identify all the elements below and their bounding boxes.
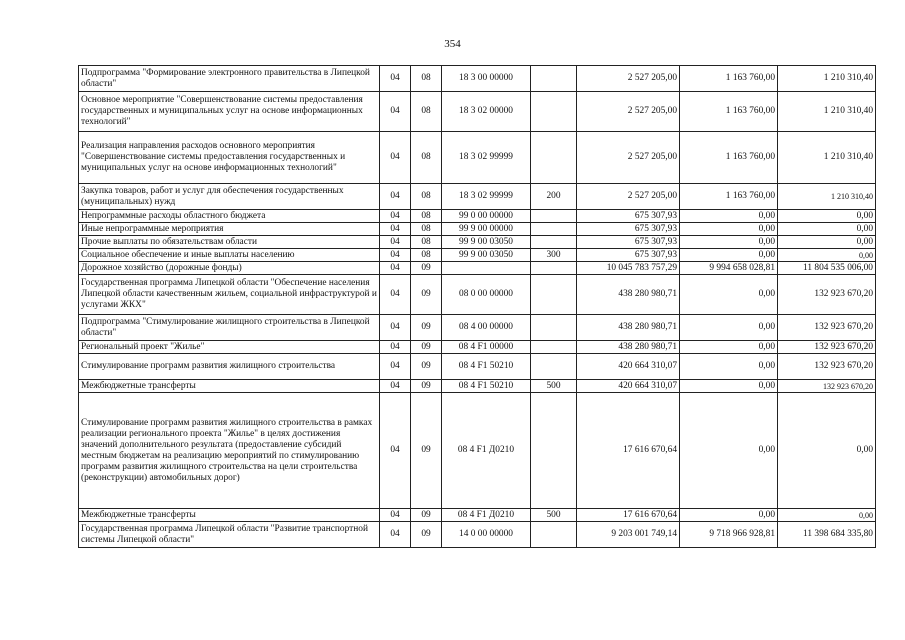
amount-year-3: 132 923 670,20 — [778, 341, 876, 354]
amount-year-1: 2 527 205,00 — [577, 66, 680, 92]
amount-year-3: 132 923 670,20 — [778, 354, 876, 380]
amount-year-3: 11 804 535 006,00 — [778, 262, 876, 275]
expense-type-code: 200 — [531, 184, 577, 210]
target-article-code: 18 3 00 00000 — [442, 66, 531, 92]
amount-year-2: 0,00 — [680, 249, 778, 262]
amount-year-3: 1 210 310,40 — [778, 132, 876, 184]
row-name: Стимулирование программ развития жилищного строительства в рамках реализации регионального проекта "Жилье" в целях достижения значений дополнительного результата (предоставление субсидий местным бюджетам на реализацию мероприятий по стимулированию программ развития жилищного строительства на цели строительства (реконструкции) автомобильных дорог) — [79, 393, 380, 509]
section-code: 04 — [380, 393, 411, 509]
subsection-code: 08 — [411, 223, 442, 236]
amount-year-2: 0,00 — [680, 509, 778, 522]
table-row — [79, 315, 876, 341]
row-name: Подпрограмма "Формирование электронного правительства в Липецкой области" — [79, 66, 380, 92]
row-name: Региональный проект "Жилье" — [79, 341, 380, 354]
row-name: Межбюджетные трансферты — [79, 509, 380, 522]
row-name: Закупка товаров, работ и услуг для обеспечения государственных (муниципальных) нужд — [79, 184, 380, 210]
row-name: Прочие выплаты по обязательствам области — [79, 236, 380, 249]
section-code: 04 — [380, 92, 411, 132]
amount-year-2: 9 994 658 028,81 — [680, 262, 778, 275]
page-number: 354 — [444, 38, 461, 50]
row-name: Межбюджетные трансферты — [79, 380, 380, 393]
subsection-code: 08 — [411, 249, 442, 262]
amount-year-1: 420 664 310,07 — [577, 380, 680, 393]
section-code: 04 — [380, 66, 411, 92]
amount-year-1: 675 307,93 — [577, 236, 680, 249]
subsection-code: 08 — [411, 184, 442, 210]
expense-type-code — [531, 92, 577, 132]
subsection-code: 09 — [411, 509, 442, 522]
amount-year-3: 0,00 — [778, 223, 876, 236]
expense-type-code — [531, 275, 577, 315]
target-article-code — [442, 262, 531, 275]
table-row — [79, 249, 876, 262]
amount-year-1: 17 616 670,64 — [577, 393, 680, 509]
subsection-code: 08 — [411, 66, 442, 92]
subsection-code: 08 — [411, 92, 442, 132]
table-row — [79, 184, 876, 210]
row-name: Государственная программа Липецкой области "Развитие транспортной системы Липецкой области" — [79, 522, 380, 548]
amount-year-3: 0,00 — [778, 393, 876, 509]
amount-year-1: 675 307,93 — [577, 210, 680, 223]
amount-year-3: 1 210 310,40 — [778, 66, 876, 92]
table-row — [79, 341, 876, 354]
amount-year-1: 675 307,93 — [577, 223, 680, 236]
table-row — [79, 522, 876, 548]
amount-year-2: 0,00 — [680, 223, 778, 236]
subsection-code: 09 — [411, 393, 442, 509]
expense-type-code — [531, 393, 577, 509]
row-name: Иные непрограммные мероприятия — [79, 223, 380, 236]
section-code: 04 — [380, 236, 411, 249]
expense-type-code: 300 — [531, 249, 577, 262]
section-code: 04 — [380, 210, 411, 223]
target-article-code: 08 4 F1 50210 — [442, 354, 531, 380]
expense-type-code — [531, 132, 577, 184]
amount-year-3: 132 923 670,20 — [778, 275, 876, 315]
amount-year-1: 2 527 205,00 — [577, 92, 680, 132]
section-code: 04 — [380, 184, 411, 210]
subsection-code: 08 — [411, 210, 442, 223]
target-article-code: 08 4 F1 00000 — [442, 341, 531, 354]
target-article-code: 14 0 00 00000 — [442, 522, 531, 548]
amount-year-2: 0,00 — [680, 380, 778, 393]
row-name: Подпрограмма "Стимулирование жилищного строительства в Липецкой области" — [79, 315, 380, 341]
table-row — [79, 380, 876, 393]
section-code: 04 — [380, 354, 411, 380]
amount-year-3: 0,00 — [778, 509, 876, 522]
amount-year-2: 9 718 966 928,81 — [680, 522, 778, 548]
amount-year-2: 1 163 760,00 — [680, 66, 778, 92]
row-name: Государственная программа Липецкой области "Обеспечение населения Липецкой области качественным жильем, социальной инфраструктурой и услугами ЖКХ" — [79, 275, 380, 315]
row-name: Непрограммные расходы областного бюджета — [79, 210, 380, 223]
section-code: 04 — [380, 249, 411, 262]
expense-type-code — [531, 341, 577, 354]
budget-table — [78, 65, 876, 548]
subsection-code: 09 — [411, 315, 442, 341]
amount-year-2: 0,00 — [680, 393, 778, 509]
table-row — [79, 132, 876, 184]
expense-type-code: 500 — [531, 509, 577, 522]
amount-year-1: 438 280 980,71 — [577, 341, 680, 354]
table-row — [79, 66, 876, 92]
table-row — [79, 354, 876, 380]
row-name: Реализация направления расходов основного мероприятия "Совершенствование системы предоставления государственных и муниципальных услуг на основе информационных технологий" — [79, 132, 380, 184]
table-row — [79, 92, 876, 132]
section-code: 04 — [380, 262, 411, 275]
target-article-code: 08 4 F1 50210 — [442, 380, 531, 393]
section-code: 04 — [380, 341, 411, 354]
subsection-code: 09 — [411, 262, 442, 275]
target-article-code: 99 9 00 03050 — [442, 236, 531, 249]
expense-type-code — [531, 262, 577, 275]
amount-year-3: 132 923 670,20 — [778, 315, 876, 341]
amount-year-3: 1 210 310,40 — [778, 184, 876, 210]
amount-year-2: 0,00 — [680, 210, 778, 223]
amount-year-3: 132 923 670,20 — [778, 380, 876, 393]
amount-year-2: 0,00 — [680, 275, 778, 315]
row-name: Социальное обеспечение и иные выплаты населению — [79, 249, 380, 262]
row-name: Основное мероприятие "Совершенствование системы предоставления государственных и муниципальных услуг на основе информационных технологий" — [79, 92, 380, 132]
amount-year-1: 438 280 980,71 — [577, 315, 680, 341]
expense-type-code — [531, 210, 577, 223]
row-name: Стимулирование программ развития жилищного строительства — [79, 354, 380, 380]
section-code: 04 — [380, 223, 411, 236]
amount-year-2: 0,00 — [680, 354, 778, 380]
target-article-code: 99 0 00 00000 — [442, 210, 531, 223]
subsection-code: 09 — [411, 354, 442, 380]
subsection-code: 08 — [411, 132, 442, 184]
table-row — [79, 509, 876, 522]
subsection-code: 09 — [411, 275, 442, 315]
amount-year-1: 2 527 205,00 — [577, 184, 680, 210]
amount-year-1: 438 280 980,71 — [577, 275, 680, 315]
expense-type-code — [531, 354, 577, 380]
target-article-code: 18 3 02 99999 — [442, 132, 531, 184]
amount-year-1: 675 307,93 — [577, 249, 680, 262]
amount-year-1: 2 527 205,00 — [577, 132, 680, 184]
amount-year-2: 1 163 760,00 — [680, 184, 778, 210]
section-code: 04 — [380, 315, 411, 341]
target-article-code: 08 0 00 00000 — [442, 275, 531, 315]
target-article-code: 18 3 02 00000 — [442, 92, 531, 132]
amount-year-1: 420 664 310,07 — [577, 354, 680, 380]
amount-year-2: 0,00 — [680, 315, 778, 341]
table-row — [79, 275, 876, 315]
subsection-code: 09 — [411, 341, 442, 354]
amount-year-2: 0,00 — [680, 341, 778, 354]
subsection-code: 09 — [411, 522, 442, 548]
target-article-code: 08 4 00 00000 — [442, 315, 531, 341]
subsection-code: 08 — [411, 236, 442, 249]
section-code: 04 — [380, 509, 411, 522]
amount-year-3: 1 210 310,40 — [778, 92, 876, 132]
amount-year-2: 1 163 760,00 — [680, 92, 778, 132]
target-article-code: 18 3 02 99999 — [442, 184, 531, 210]
target-article-code: 08 4 F1 Д0210 — [442, 393, 531, 509]
section-code: 04 — [380, 132, 411, 184]
row-name: Дорожное хозяйство (дорожные фонды) — [79, 262, 380, 275]
table-row — [79, 236, 876, 249]
amount-year-2: 0,00 — [680, 236, 778, 249]
amount-year-1: 17 616 670,64 — [577, 509, 680, 522]
table-row — [79, 262, 876, 275]
amount-year-3: 0,00 — [778, 249, 876, 262]
target-article-code: 08 4 F1 Д0210 — [442, 509, 531, 522]
section-code: 04 — [380, 522, 411, 548]
expense-type-code — [531, 236, 577, 249]
section-code: 04 — [380, 275, 411, 315]
table-row — [79, 223, 876, 236]
amount-year-3: 0,00 — [778, 210, 876, 223]
expense-type-code — [531, 522, 577, 548]
expense-type-code — [531, 223, 577, 236]
target-article-code: 99 9 00 00000 — [442, 223, 531, 236]
expense-type-code — [531, 315, 577, 341]
subsection-code: 09 — [411, 380, 442, 393]
section-code: 04 — [380, 380, 411, 393]
table-row — [79, 393, 876, 509]
amount-year-1: 9 203 001 749,14 — [577, 522, 680, 548]
amount-year-3: 0,00 — [778, 236, 876, 249]
amount-year-2: 1 163 760,00 — [680, 132, 778, 184]
table-row — [79, 210, 876, 223]
expense-type-code: 500 — [531, 380, 577, 393]
amount-year-1: 10 045 783 757,29 — [577, 262, 680, 275]
target-article-code: 99 9 00 03050 — [442, 249, 531, 262]
expense-type-code — [531, 66, 577, 92]
amount-year-3: 11 398 684 335,80 — [778, 522, 876, 548]
